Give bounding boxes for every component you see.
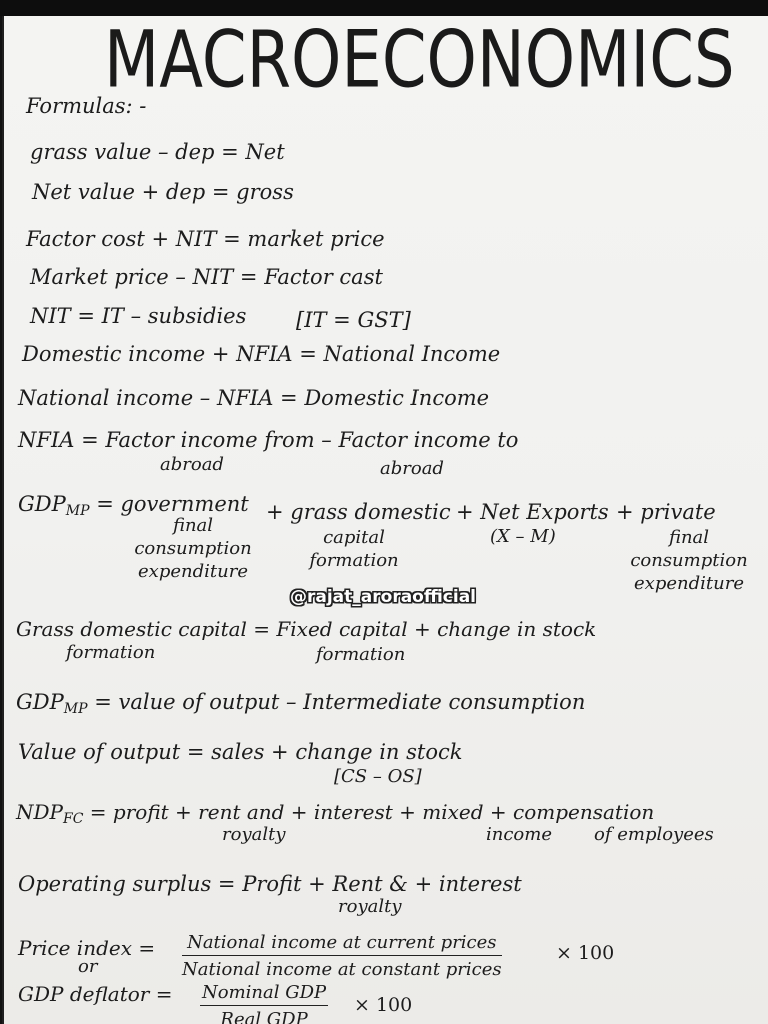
formula-nit: NIT = IT – subsidies (30, 304, 247, 328)
formula-nfia: NFIA = Factor income from – Factor income to (18, 428, 519, 452)
private-final: final (668, 527, 710, 548)
gdp-deflator-label: GDP deflator = (18, 982, 173, 1006)
gdp-private: + private (616, 500, 716, 524)
operating-surplus-sub: royalty (338, 896, 402, 917)
formulas-heading: Formulas: - (26, 94, 147, 118)
ndp-main: NDP (16, 800, 63, 824)
top-border (0, 0, 768, 16)
gdcf-sub-formation-1: formation (66, 642, 156, 663)
gdp-private-sub (614, 526, 764, 595)
gdp-main: GDP (18, 492, 66, 516)
formula-domestic-income: Domestic income + NFIA = National Income (22, 342, 501, 366)
ndp-sub-fc: FC (63, 811, 84, 827)
price-index-or: or (78, 956, 98, 977)
price-index-multiplier: × 100 (556, 942, 615, 964)
gdp-net-exports: + Net Exports (456, 500, 609, 524)
private-consumption: consumption (630, 550, 748, 571)
page-title: MACROECONOMICS (104, 16, 735, 107)
formula-gross-minus-dep: grass value – dep = Net (30, 140, 285, 164)
formula-factor-cost: Factor cost + NIT = market price (26, 227, 385, 251)
formula-gdpmp-output (16, 692, 585, 716)
price-index-label: Price index = (18, 936, 156, 960)
gross-formation: formation (309, 550, 399, 571)
formula-market-price: Market price – NIT = Factor cast (30, 265, 383, 289)
gov-expenditure: expenditure (138, 561, 248, 582)
formula-nit-note: [IT = GST] (296, 308, 411, 332)
price-index-denominator: National income at constant prices (182, 959, 502, 980)
gross-capital: capital (323, 527, 385, 548)
nfia-sub-abroad-1: abroad (160, 454, 224, 475)
gdp-eq-government: = government (96, 492, 249, 516)
ndp-sub-income: income (486, 824, 552, 845)
gdp-net-exports-sub: (X – M) (490, 526, 556, 547)
ndp-sub-employees: of employees (594, 824, 714, 845)
gdcf-sub-formation-2: formation (316, 644, 406, 665)
formula-operating-surplus: Operating surplus = Profit + Rent & + interest (18, 872, 522, 896)
ndp-rhs: = profit + rent and + interest + mixed + compensation (89, 800, 655, 824)
formula-gdcf: Grass domestic capital = Fixed capital + change in stock (16, 617, 597, 641)
formula-net-plus-dep: Net value + dep = gross (32, 180, 294, 204)
watermark-handle: @rajat_aroraofficial (290, 587, 477, 607)
gdpmp2-rhs: = value of output – Intermediate consumption (94, 690, 586, 714)
gdp-deflator-denominator: Real GDP (220, 1009, 308, 1024)
ndp-sub-royalty: royalty (222, 824, 286, 845)
gdp-deflator-fraction (200, 982, 328, 1024)
private-expenditure: expenditure (634, 573, 744, 594)
formula-ndp-fc (16, 802, 654, 826)
value-output-sub: [CS – OS] (334, 766, 422, 787)
gov-consumption: consumption (134, 538, 252, 559)
gdp-gross-domestic: + grass domestic (266, 500, 451, 524)
gdp-sub-mp: MP (65, 503, 90, 519)
nfia-sub-abroad-2: abroad (380, 458, 444, 479)
gdp-deflator-multiplier: × 100 (354, 994, 413, 1016)
price-index-fraction (182, 932, 502, 980)
gdpmp2-main: GDP (16, 690, 64, 714)
notes-page (2, 16, 768, 1024)
gdp-gross-sub (294, 526, 414, 572)
price-index-numerator: National income at current prices (182, 932, 502, 956)
gov-final: final (172, 515, 214, 536)
formula-value-of-output: Value of output = sales + change in stock (18, 740, 463, 764)
gdp-deflator-numerator: Nominal GDP (200, 982, 328, 1006)
formula-national-income: National income – NFIA = Domestic Income (18, 386, 490, 410)
gdpmp2-sub: MP (63, 701, 88, 717)
gdp-government-sub (118, 514, 268, 583)
